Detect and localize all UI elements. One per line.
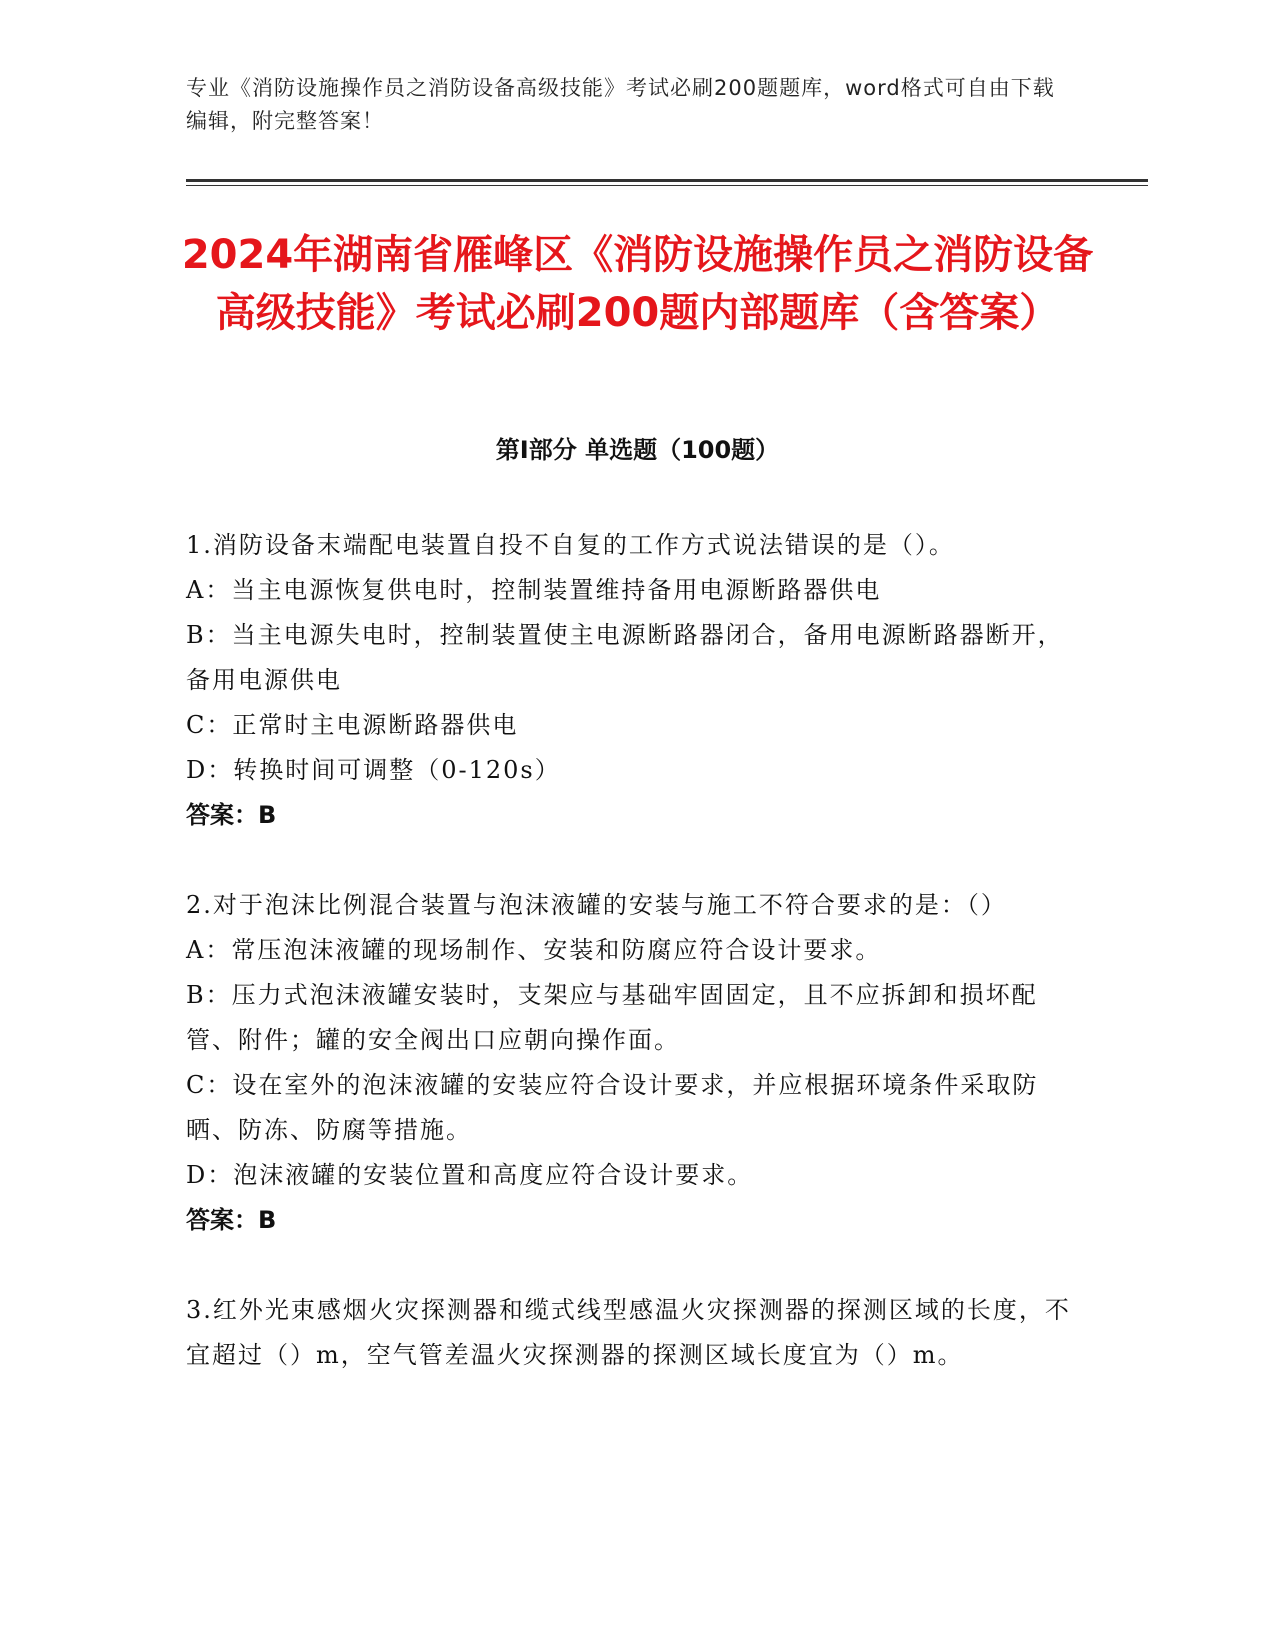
header-divider-thick [186, 179, 1148, 182]
answer: 答案：B [186, 1206, 277, 1234]
option-b: B：当主电源失电时，控制装置使主电源断路器闭合，备用电源断路器断开，备用电源供电 [186, 621, 1064, 694]
header-note: 专业《消防设施操作员之消防设备高级技能》考试必刷200题题库，word格式可自由下载编辑，附完整答案！ [186, 76, 1055, 133]
option-a: A：当主电源恢复供电时，控制装置维持备用电源断路器供电 [186, 576, 882, 604]
question-stem: 2.对于泡沫比例混合装置与泡沫液罐的安装与施工不符合要求的是：（） [186, 891, 1007, 919]
question-list [186, 523, 1076, 1378]
spacer [186, 1243, 1076, 1288]
section-title: 第Ⅰ部分 单选题（100题） [495, 436, 780, 464]
option-c: C：正常时主电源断路器供电 [186, 711, 519, 739]
spacer [186, 838, 1076, 883]
question-stem: 3.红外光束感烟火灾探测器和缆式线型感温火灾探测器的探测区域的长度，不宜超过（）m，空气管差温火灾探测器的探测区域长度宜为（）m。 [186, 1296, 1071, 1369]
option-d: D：转换时间可调整（0-120s） [186, 756, 561, 784]
option-a: A：常压泡沫液罐的现场制作、安装和防腐应符合设计要求。 [186, 936, 882, 964]
option-d: D：泡沫液罐的安装位置和高度应符合设计要求。 [186, 1161, 754, 1189]
question-2 [186, 883, 1076, 1243]
question-1 [186, 523, 1076, 838]
question-stem: 1.消防设备末端配电装置自投不自复的工作方式说法错误的是（）。 [186, 531, 955, 559]
option-c: C：设在室外的泡沫液罐的安装应符合设计要求，并应根据环境条件采取防晒、防冻、防腐等措施。 [186, 1071, 1039, 1144]
document-title: 2024年湖南省雁峰区《消防设施操作员之消防设备高级技能》考试必刷200题内部题库（含答案） [181, 232, 1094, 336]
answer: 答案：B [186, 801, 277, 829]
option-b: B：压力式泡沫液罐安装时，支架应与基础牢固固定，且不应拆卸和损坏配管、附件；罐的安全阀出口应朝向操作面。 [186, 981, 1038, 1054]
question-3 [186, 1288, 1076, 1378]
header-divider-thin [186, 185, 1148, 186]
